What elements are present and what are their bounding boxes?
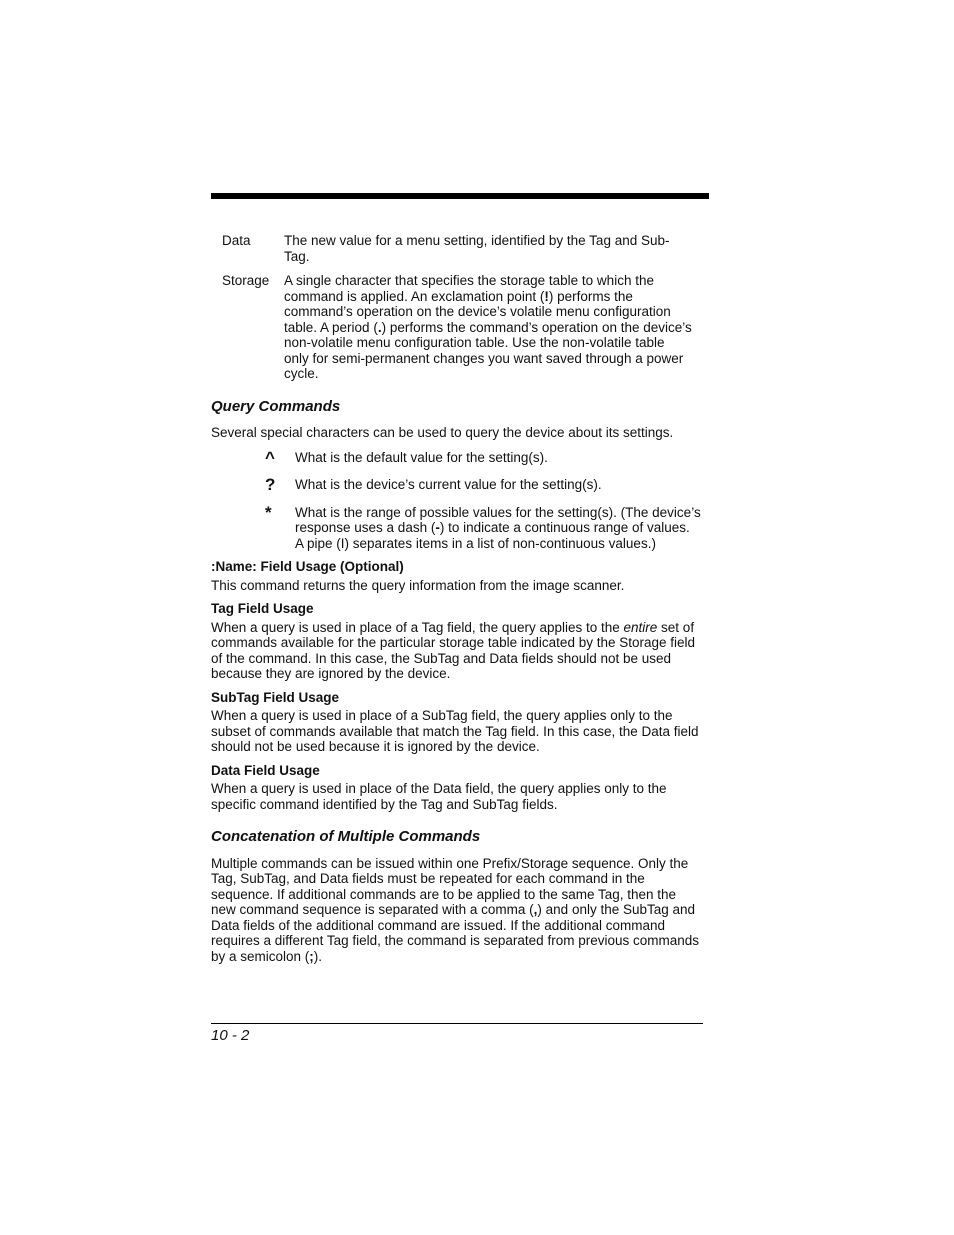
query-symbol-row: [211, 502, 703, 552]
subtag-field-text: When a query is used in place of a SubTag field, the query applies only to the subset of commands available that match the Tag field. In this case, the Data field should not be used because it is ignored by the device.: [211, 708, 699, 754]
query-symbol-row: [211, 447, 703, 467]
concatenation-text: Multiple commands can be issued within one Prefix/Storage sequence. Only the Tag, SubTag, and Data fields must be repeated for each command in the sequence. If additional commands are to be applied to the same Tag, then the new command sequence is separated with a comma (,) and only the SubTag and Data fields of the additional command are issued. If the additional command requires a different Tag field, the command is separated from previous commands by a semicolon (;).: [211, 855, 699, 964]
query-symbol: ^: [265, 447, 275, 467]
query-intro: Several special characters can be used to query the device about its settings.: [211, 425, 674, 440]
section-heading-concatenation: Concatenation of Multiple Commands: [211, 828, 481, 845]
page-number: 10 - 2: [211, 1027, 250, 1044]
subheading-subtag-field: SubTag Field Usage: [211, 689, 340, 705]
name-field-text: This command returns the query information from the image scanner.: [211, 577, 625, 593]
query-symbol-row: [211, 477, 703, 493]
top-rule: [211, 193, 709, 199]
definition-description: A single character that specifies the storage table to which the command is applied. An exclamation point (!) performs the command’s operation on the device’s volatile menu configuration table. A period (.) performs the command’s operation on the device’s non-volatile menu configuration table. Use the non-volatile table only for semi-permanent changes you want saved through a power cycle.: [284, 273, 692, 381]
subheading-data-field: Data Field Usage: [211, 762, 320, 778]
query-symbol-description: What is the default value for the setting(s).: [295, 449, 548, 465]
subheading-name-field: :Name: Field Usage (Optional): [211, 559, 404, 574]
section-heading-query: Query Commands: [211, 397, 341, 415]
query-symbol: *: [265, 502, 272, 522]
query-symbol: ?: [265, 475, 276, 494]
subheading-tag-field: Tag Field Usage: [211, 601, 314, 616]
definition-term: Data: [222, 233, 251, 248]
data-field-text: When a query is used in place of the Data field, the query applies only to the specific command identified by the Tag and SubTag fields.: [211, 781, 667, 812]
tag-field-text: When a query is used in place of a Tag field, the query applies to the entire set of commands available for the particular storage table indicated by the Storage field of the command. In this case, the SubTag and Data fields should not be used because they are ignored by the device.: [211, 619, 696, 681]
footer-rule: [211, 1023, 703, 1024]
definition-description: The new value for a menu setting, identified by the Tag and Sub-Tag.: [284, 233, 670, 264]
definition-data: [211, 233, 703, 264]
query-symbol-description: What is the device’s current value for the setting(s).: [295, 477, 602, 492]
definition-term: Storage: [222, 273, 270, 288]
definition-storage: [211, 273, 703, 382]
page-content: [211, 233, 703, 973]
query-symbol-description: What is the range of possible values for the setting(s). (The device’s response uses a dash (-) to indicate a continuous range of values. A pipe (I) separates items in a list of non-continuous values.): [295, 504, 701, 551]
